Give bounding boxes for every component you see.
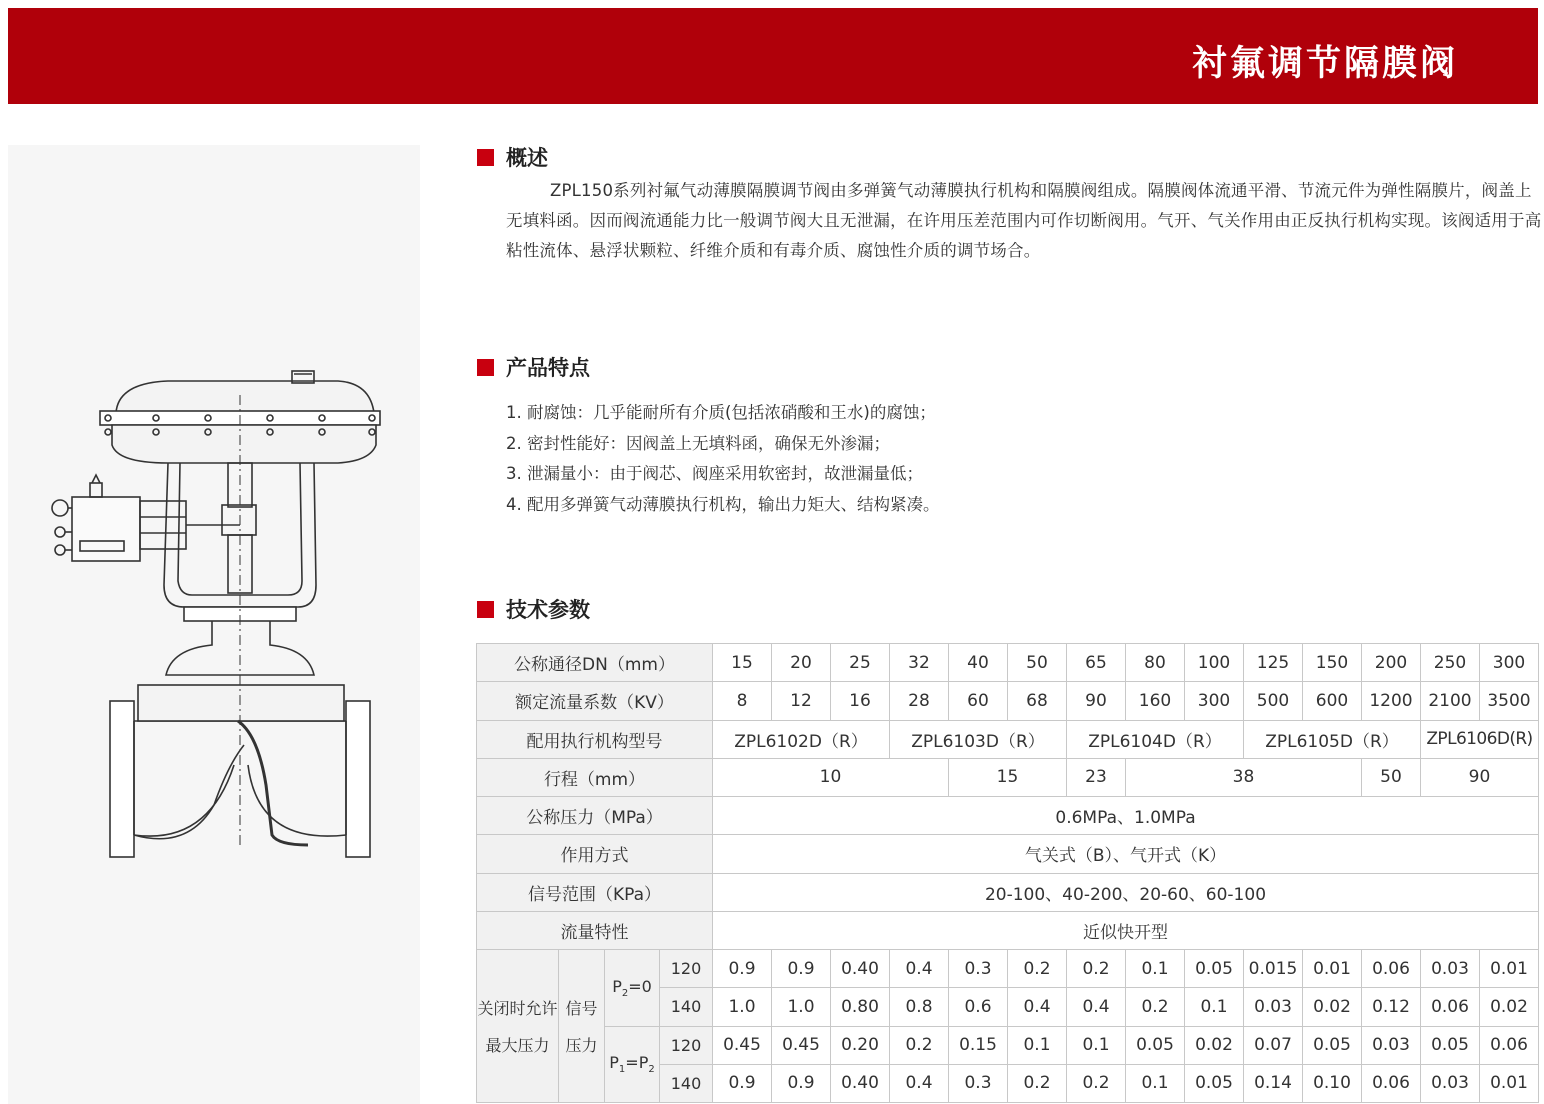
shutoff-cell: 0.1 [1008,1026,1067,1064]
shutoff-cell: 0.2 [890,1026,949,1064]
shutoff-cell: 0.10 [1303,1064,1362,1102]
kv-cell: 600 [1303,682,1362,720]
overview-paragraph: ZPL150系列衬氟气动薄膜隔膜调节阀由多弹簧气动薄膜执行机构和隔膜阀组成。隔膜阀体流通平滑、节流元件为弹性隔膜片，阀盖上无填料函。因而阀流通能力比一般调节阀大且无泄漏，在许用压差范围内可作切断阀用。气开、气关作用由正反执行机构实现。该阀适用于高粘性流体、悬浮状颗粒、纤维介质和有毒介质、腐蚀性介质的调节场合。 [506,181,1542,260]
bullet-square-icon [477,359,494,376]
shutoff-cell: 0.07 [1244,1026,1303,1064]
signal-value-cell: 120 [660,950,713,988]
shutoff-cell: 0.9 [772,1064,831,1102]
actuator-cell: ZPL6103D（R） [890,720,1067,758]
spec-table [476,643,1539,1103]
shutoff-cell: 0.4 [1008,988,1067,1026]
kv-cell: 3500 [1480,682,1539,720]
shutoff-cell: 0.4 [1067,988,1126,1026]
shutoff-cell: 0.05 [1185,1064,1244,1102]
shutoff-cell: 0.20 [831,1026,890,1064]
table-row [477,797,1539,835]
cond-sub: 2 [648,1064,655,1076]
action-label: 作用方式 [477,835,713,873]
signal-pressure-label [559,950,605,1103]
dn-cell: 20 [772,644,831,682]
dn-label: 公称通径DN（mm） [477,644,713,682]
dn-cell: 80 [1126,644,1185,682]
dn-cell: 125 [1244,644,1303,682]
dn-cell: 50 [1008,644,1067,682]
table-row [477,911,1539,949]
stroke-cell: 50 [1362,758,1421,796]
cond-p: P [612,976,622,996]
kv-cell: 300 [1185,682,1244,720]
stroke-cell: 10 [713,758,949,796]
table-row [477,644,1539,682]
pressure-label: 公称压力（MPa） [477,797,713,835]
stroke-cell: 15 [949,758,1067,796]
stroke-label: 行程（mm） [477,758,713,796]
shutoff-cell: 0.01 [1480,950,1539,988]
page-title: 衬氟调节隔膜阀 [1191,44,1458,84]
shutoff-cell: 0.8 [890,988,949,1026]
features-list [506,398,940,520]
dn-cell: 32 [890,644,949,682]
flow-label: 流量特性 [477,911,713,949]
condition-p1-eq-p2 [605,1026,660,1103]
kv-cell: 500 [1244,682,1303,720]
overview-heading-text: 概述 [506,146,548,170]
shutoff-cell: 0.05 [1421,1026,1480,1064]
shutoff-cell: 0.02 [1303,988,1362,1026]
shutoff-cell: 0.01 [1303,950,1362,988]
shutoff-cell: 0.45 [713,1026,772,1064]
actuator-cell: ZPL6102D（R） [713,720,890,758]
shutoff-cell: 0.06 [1480,1026,1539,1064]
shutoff-label-line: 最大压力 [485,1036,550,1055]
shutoff-cell: 0.2 [1067,950,1126,988]
shutoff-cell: 0.01 [1480,1064,1539,1102]
shutoff-cell: 0.05 [1126,1026,1185,1064]
shutoff-cell: 0.2 [1126,988,1185,1026]
shutoff-cell: 0.2 [1067,1064,1126,1102]
shutoff-cell: 0.4 [890,1064,949,1102]
signal-label: 信号范围（KPa） [477,873,713,911]
shutoff-cell: 0.06 [1421,988,1480,1026]
shutoff-cell: 0.1 [1185,988,1244,1026]
bullet-square-icon [477,601,494,618]
kv-cell: 8 [713,682,772,720]
shutoff-cell: 0.2 [1008,950,1067,988]
stroke-cell: 90 [1421,758,1539,796]
shutoff-cell: 0.1 [1126,1064,1185,1102]
shutoff-cell: 0.6 [949,988,1008,1026]
shutoff-cell: 1.0 [713,988,772,1026]
shutoff-cell: 0.3 [949,1064,1008,1102]
overview-heading [477,142,548,172]
dn-cell: 150 [1303,644,1362,682]
signal-value-cell: 140 [660,988,713,1026]
kv-cell: 28 [890,682,949,720]
shutoff-cell: 0.9 [713,1064,772,1102]
kv-cell: 2100 [1421,682,1480,720]
specs-heading [477,594,590,624]
shutoff-cell: 0.03 [1244,988,1303,1026]
kv-cell: 1200 [1362,682,1421,720]
dn-cell: 40 [949,644,1008,682]
stroke-cell: 23 [1067,758,1126,796]
valve-drawing [8,145,420,1104]
shutoff-cell: 0.40 [831,950,890,988]
shutoff-cell: 0.02 [1480,988,1539,1026]
kv-cell: 16 [831,682,890,720]
signal-pressure-line: 压力 [565,1036,598,1055]
kv-cell: 90 [1067,682,1126,720]
valve-drawing-panel [8,145,420,1104]
dn-cell: 25 [831,644,890,682]
stroke-cell: 38 [1126,758,1362,796]
cond-eq: =P [625,1053,649,1073]
shutoff-cell: 0.4 [890,950,949,988]
actuator-cell: ZPL6105D（R） [1244,720,1421,758]
table-row [477,1026,1539,1064]
shutoff-cell: 0.06 [1362,950,1421,988]
shutoff-cell: 0.40 [831,1064,890,1102]
feature-item: 2. 密封性能好：因阀盖上无填料函，确保无外渗漏； [506,433,890,453]
feature-item: 4. 配用多弹簧气动薄膜执行机构，输出力矩大、结构紧凑。 [506,494,940,514]
shutoff-cell: 0.14 [1244,1064,1303,1102]
condition-p2-zero [605,950,660,1027]
features-heading [477,352,590,382]
shutoff-cell: 0.2 [1008,1064,1067,1102]
shutoff-cell: 0.80 [831,988,890,1026]
table-row [477,835,1539,873]
table-row [477,758,1539,796]
kv-cell: 160 [1126,682,1185,720]
shutoff-label [477,950,559,1103]
actuator-cell: ZPL6106D(R) [1421,720,1539,758]
kv-cell: 68 [1008,682,1067,720]
shutoff-cell: 0.1 [1067,1026,1126,1064]
shutoff-cell: 1.0 [772,988,831,1026]
shutoff-cell: 0.03 [1421,1064,1480,1102]
shutoff-cell: 0.05 [1303,1026,1362,1064]
shutoff-cell: 0.1 [1126,950,1185,988]
cond-sub: 2 [621,987,629,999]
pressure-value: 0.6MPa、1.0MPa [713,797,1539,835]
table-row [477,720,1539,758]
shutoff-cell: 0.3 [949,950,1008,988]
kv-label: 额定流量系数（KV） [477,682,713,720]
cond-sub: 1 [618,1064,626,1076]
flow-value: 近似快开型 [713,911,1539,949]
shutoff-cell: 0.9 [772,950,831,988]
features-heading-text: 产品特点 [506,356,590,380]
table-row [477,950,1539,988]
actuator-label: 配用执行机构型号 [477,720,713,758]
table-row [477,682,1539,720]
shutoff-cell: 0.015 [1244,950,1303,988]
signal-pressure-line: 信号 [565,999,598,1018]
shutoff-cell: 0.02 [1185,1026,1244,1064]
signal-value-cell: 120 [660,1026,713,1064]
shutoff-cell: 0.9 [713,950,772,988]
feature-item: 1. 耐腐蚀：几乎能耐所有介质(包括浓硝酸和王水)的腐蚀； [506,403,936,422]
dn-cell: 100 [1185,644,1244,682]
specs-heading-text: 技术参数 [506,598,590,622]
feature-item: 3. 泄漏量小：由于阀芯、阀座采用软密封，故泄漏量低； [506,464,923,483]
signal-value: 20-100、40-200、20-60、60-100 [713,873,1539,911]
actuator-cell: ZPL6104D（R） [1067,720,1244,758]
dn-cell: 15 [713,644,772,682]
shutoff-cell: 0.12 [1362,988,1421,1026]
signal-value-cell: 140 [660,1064,713,1102]
shutoff-cell: 0.05 [1185,950,1244,988]
header-banner [8,8,1538,104]
bullet-square-icon [477,149,494,166]
shutoff-cell: 0.45 [772,1026,831,1064]
dn-cell: 300 [1480,644,1539,682]
kv-cell: 12 [772,682,831,720]
dn-cell: 250 [1421,644,1480,682]
table-row [477,873,1539,911]
cond-p: P [609,1053,619,1073]
cond-tail: =0 [628,976,652,996]
dn-cell: 200 [1362,644,1421,682]
shutoff-cell: 0.06 [1362,1064,1421,1102]
shutoff-cell: 0.03 [1421,950,1480,988]
dn-cell: 65 [1067,644,1126,682]
shutoff-label-line: 关闭时允许 [477,999,558,1018]
kv-cell: 60 [949,682,1008,720]
action-value: 气关式（B）、气开式（K） [713,835,1539,873]
shutoff-cell: 0.03 [1362,1026,1421,1064]
shutoff-cell: 0.15 [949,1026,1008,1064]
